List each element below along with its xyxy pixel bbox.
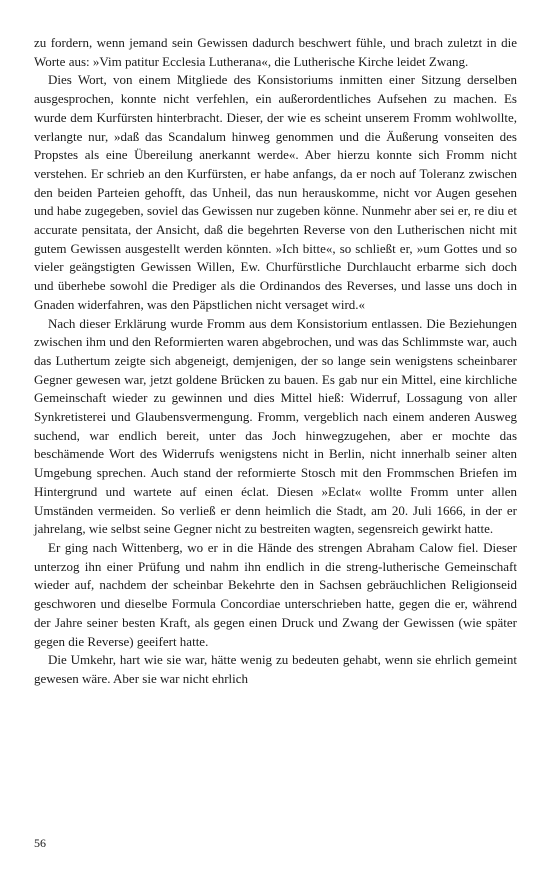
page-number: 56 — [34, 836, 46, 850]
paragraph: Die Umkehr, hart wie sie war, hätte wenig zu bedeuten gehabt, wenn sie ehrlich gemeint gewesen wäre. Aber sie war nicht ehrlich — [34, 652, 517, 686]
paragraph: Nach dieser Erklärung wurde Fromm aus dem Konsistorium entlassen. Die Beziehungen zwischen ihm und den Reformierten waren abgebrochen, und was das Schlimmste war, auch das Luthertum zeigte sich abgeneigt, demjenigen, der so lange sein wenigstens scheinbarer Gegner gewesen war, jetzt goldene Brücken zu bauen. Es gab nur ein Mittel, eine kirchliche Gemeinschaft wieder zu gewinnen und dies Mittel hieß: Widerruf, Lossagung von aller Synkretisterei und Glaubensvermengung. Fromm, vergeblich nach einem anderen Ausweg suchend, war endlich bereit, unter das Joch hinwegzugehen, aber er mochte das beschämende Wort des Widerrufs wenigstens nicht in Berlin, nicht innerhalb seiner alten Umgebung sprechen. Auch stand der reformierte Stosch mit den Frommschen Briefen im Hintergrund und wartete auf einen éclat. Diesen »Eclat« wollte Fromm unter allen Umständen vermeiden. So verließ er denn heimlich die Stadt, am 20. Juli 1666, in der er jahrelang, wie selbst seine Gegner nicht zu bestreiten wagten, segensreich gewirkt hatte. — [34, 315, 517, 537]
page-body — [34, 34, 517, 689]
paragraph: Er ging nach Wittenberg, wo er in die Hände des strengen Abraham Calow fiel. Dieser unterzog ihn einer Prüfung und nahm ihn endlich in die streng-lutherische Gemeinschaft wieder auf, nachdem der scheinbar Bekehrte den in Sachsen gebräuchlichen Religionseid geschworen und dieselbe Formula Concordiae unterschrieben hatte, gegen die er, während der Jahre seiner besten Kraft, als gegen einen Druck und Zwang der Gewissen (wie später gegen die Reverse) geeifert hatte. — [34, 539, 517, 649]
paragraph: Dies Wort, von einem Mitgliede des Konsistoriums inmitten einer Sitzung derselben ausgesprochen, konnte nicht verfehlen, ein außerordentliches Aufsehen zu machen. Es wurde dem Kurfürsten hinterbracht. Dieser, der wie es scheint unserem Fromm wohlwollte, verlangte nur, »daß das Scandalum hinweg genommen und die Äußerung vonseiten des Propstes als eine Übereilung anerkannt werde«. Aber hierzu konnte sich Fromm nicht verstehen. Er schrieb an den Kurfürsten, er habe anfangs, da er noch auf Toleranz zwischen den beiden Parteien gehofft, das Unheil, das nun herauskomme, nicht vor Augen gesehen und habe zugegeben, soviel das Gewissen nur zugeben könne. Nunmehr aber sei er, re diu et accurate pensitata, der Ansicht, daß die begehrten Reverse von den Lutherischen nicht mit gutem Gewissen ausgestellt werden könnten. »Ich bitte«, so schließt er, »um Gottes und so vieler geängstigten Gewissen Willen, Ew. Churfürstliche Durchlaucht erbarme sich doch und überhebe sowohl die Prediger als die Ordinandos des Reverses, und lasse uns doch in Gnaden widerfahren, was den Päpstlichen nicht versaget wird.« — [34, 72, 517, 312]
paragraph: zu fordern, wenn jemand sein Gewissen dadurch beschwert fühle, und brach zuletzt in die Worte aus: »Vim patitur Ecclesia Lutherana«, die Lutherische Kirche leidet Zwang. — [34, 35, 517, 69]
